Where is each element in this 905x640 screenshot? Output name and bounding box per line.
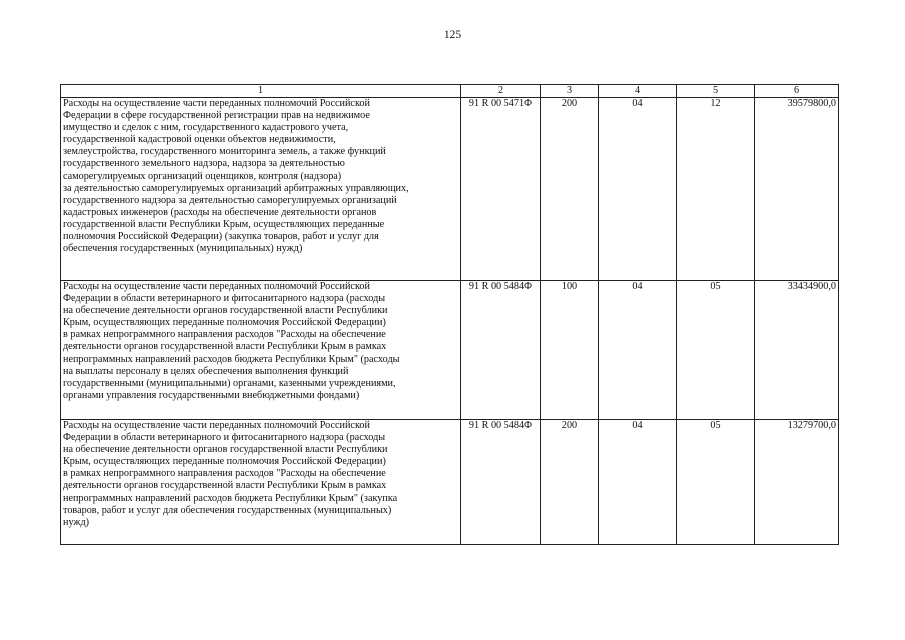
column-header: 2 (461, 85, 541, 98)
subsection-code: 12 (677, 98, 755, 281)
subsection-code: 05 (677, 281, 755, 420)
column-header: 6 (755, 85, 839, 98)
expense-description: Расходы на осуществление части переданных полномочий Российской Федерации в области ветеринарного и фитосанитарного надзора (расходы на обеспечение деятельности органов государственной власти Республики Крым, осуществляющих переданные полномочия Российской Федерации) в рамках непрограммного направления расходов "Расходы на обеспечение деятельности органов государственной власти Республики Крым в рамках непрограммных направлений расходов бюджета Республики Крым" (закупка товаров, работ и услуг для обеспечения государственных (муниципальных) нужд) (61, 420, 461, 545)
table-row (61, 281, 839, 420)
budget-table (60, 84, 839, 545)
column-header: 4 (599, 85, 677, 98)
target-code: 91 R 00 5484Ф (461, 281, 541, 420)
table-header-row (61, 85, 839, 98)
expense-description: Расходы на осуществление части переданных полномочий Российской Федерации в области ветеринарного и фитосанитарного надзора (расходы на обеспечение деятельности органов государственной власти Республики Крым, осуществляющих переданные полномочия Российской Федерации) в рамках непрограммного направления расходов "Расходы на обеспечение деятельности органов государственной власти Республики Крым в рамках непрограммных направлений расходов бюджета Республики Крым" (расходы на выплаты персоналу в целях обеспечения выполнения функций государственными (муниципальными) органами, казенными учреждениями, органами управления государственными внебюджетными фондами) (61, 281, 461, 420)
expense-type: 200 (541, 98, 599, 281)
section-code: 04 (599, 281, 677, 420)
section-code: 04 (599, 98, 677, 281)
expense-type: 200 (541, 420, 599, 545)
expense-description: Расходы на осуществление части переданных полномочий Российской Федерации в сфере государственной регистрации прав на недвижимое имущество и сделок с ним, государственного кадастрового учета, государственной кадастровой оценки объектов недвижимости, землеустройства, государственного мониторинга земель, а также функций государственного земельного надзора, надзора за деятельностью саморегулируемых организаций оценщиков, контроля (надзора) за деятельностью саморегулируемых организаций арбитражных управляющих, государственного надзора за деятельностью саморегулируемых организаций кадастровых инженеров (расходы на обеспечение деятельности органов государственной власти Республики Крым, осуществляющих переданные полномочия Российской Федерации) (закупка товаров, работ и услуг для обеспечения государственных (муниципальных) нужд) (61, 98, 461, 281)
table-row (61, 98, 839, 281)
target-code: 91 R 00 5471Ф (461, 98, 541, 281)
page-number: 125 (443, 29, 462, 41)
subsection-code: 05 (677, 420, 755, 545)
amount-value: 39579800,0 (755, 98, 839, 281)
expense-type: 100 (541, 281, 599, 420)
amount-value: 33434900,0 (755, 281, 839, 420)
column-header: 1 (61, 85, 461, 98)
section-code: 04 (599, 420, 677, 545)
table-row (61, 420, 839, 545)
column-header: 3 (541, 85, 599, 98)
target-code: 91 R 00 5484Ф (461, 420, 541, 545)
amount-value: 13279700,0 (755, 420, 839, 545)
column-header: 5 (677, 85, 755, 98)
